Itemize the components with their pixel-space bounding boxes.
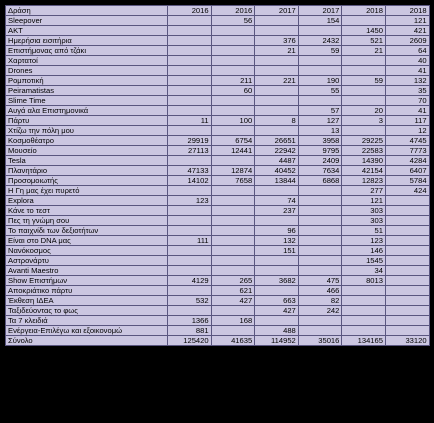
value-cell: 29919 (168, 136, 212, 146)
row-label-cell: Κοσμοθέατρο (6, 136, 168, 146)
value-cell: 60 (211, 86, 255, 96)
value-cell: 8 (255, 116, 299, 126)
value-cell (211, 326, 255, 336)
row-label-cell: Προσομοιωτής (6, 176, 168, 186)
value-cell: 40 (385, 56, 429, 66)
value-cell: 132 (255, 236, 299, 246)
value-cell: 42154 (342, 166, 386, 176)
value-cell: 424 (385, 186, 429, 196)
table-row (6, 106, 430, 116)
table-row (6, 266, 430, 276)
value-cell (385, 226, 429, 236)
value-cell (385, 196, 429, 206)
value-cell: 277 (342, 186, 386, 196)
value-cell (168, 216, 212, 226)
table-row (6, 286, 430, 296)
value-cell: 532 (168, 296, 212, 306)
value-cell (211, 36, 255, 46)
table-row (6, 226, 430, 236)
value-cell: 123 (168, 196, 212, 206)
row-label-cell: Σύνολο (6, 336, 168, 346)
value-cell (298, 246, 342, 256)
table-row (6, 116, 430, 126)
header-row (6, 6, 430, 16)
value-cell: 151 (255, 246, 299, 256)
table-row (6, 26, 430, 36)
table-row (6, 166, 430, 176)
value-cell (342, 56, 386, 66)
value-cell: 40452 (255, 166, 299, 176)
value-cell (255, 256, 299, 266)
row-label-cell: Έκθεση ΙΔΕΑ (6, 296, 168, 306)
row-label-cell: AKT (6, 26, 168, 36)
table-row (6, 16, 430, 26)
value-cell (298, 96, 342, 106)
row-label-cell: Πάρτυ (6, 116, 168, 126)
table-row (6, 86, 430, 96)
value-cell (211, 226, 255, 236)
value-cell (342, 316, 386, 326)
value-cell (342, 86, 386, 96)
table-row (6, 256, 430, 266)
value-cell (298, 56, 342, 66)
value-cell: 237 (255, 206, 299, 216)
value-cell: 47133 (168, 166, 212, 176)
value-cell: 4129 (168, 276, 212, 286)
value-cell (298, 266, 342, 276)
value-cell (385, 246, 429, 256)
value-cell (385, 316, 429, 326)
table-row (6, 296, 430, 306)
value-cell: 146 (342, 246, 386, 256)
table-row (6, 246, 430, 256)
table-row (6, 316, 430, 326)
value-cell (298, 26, 342, 36)
value-cell (342, 326, 386, 336)
data-table-container (5, 5, 429, 417)
table-row (6, 176, 430, 186)
row-label-cell: Πλανητάριο (6, 166, 168, 176)
value-cell (211, 266, 255, 276)
value-cell: 12 (385, 126, 429, 136)
value-cell: 376 (255, 36, 299, 46)
value-cell: 127 (298, 116, 342, 126)
value-cell: 242 (298, 306, 342, 316)
value-cell (168, 36, 212, 46)
value-cell (298, 206, 342, 216)
value-cell: 466 (298, 286, 342, 296)
value-cell (168, 266, 212, 276)
row-label-cell: Ενέργεια-Επιλέγω και εξοικονομώ (6, 326, 168, 336)
value-cell: 51 (342, 226, 386, 236)
value-cell: 4745 (385, 136, 429, 146)
value-cell: 4487 (255, 156, 299, 166)
value-cell (211, 186, 255, 196)
row-label-cell: Είναι στο DNA μας (6, 236, 168, 246)
value-cell: 64 (385, 46, 429, 56)
value-cell: 663 (255, 296, 299, 306)
value-cell (342, 296, 386, 306)
value-cell (168, 186, 212, 196)
value-cell: 6754 (211, 136, 255, 146)
value-cell (168, 106, 212, 116)
value-cell (385, 296, 429, 306)
table-row (6, 156, 430, 166)
table-row (6, 146, 430, 156)
value-cell (255, 266, 299, 276)
table-row (6, 206, 430, 216)
value-cell (168, 66, 212, 76)
row-label-cell: Χτίζω την πόλη μου (6, 126, 168, 136)
row-label-cell: Explora (6, 196, 168, 206)
value-cell (385, 236, 429, 246)
value-cell: 3958 (298, 136, 342, 146)
value-cell: 41635 (211, 336, 255, 346)
row-label-cell: Τα 7 κλειδιά (6, 316, 168, 326)
value-cell (385, 276, 429, 286)
value-cell: 3682 (255, 276, 299, 286)
value-cell: 125420 (168, 336, 212, 346)
value-cell: 12441 (211, 146, 255, 156)
value-cell (255, 26, 299, 36)
value-cell (255, 186, 299, 196)
value-cell (255, 66, 299, 76)
value-cell: 5784 (385, 176, 429, 186)
value-cell (211, 46, 255, 56)
table-row (6, 236, 430, 246)
value-cell (211, 56, 255, 66)
value-cell (168, 86, 212, 96)
value-cell: 7658 (211, 176, 255, 186)
value-cell (168, 156, 212, 166)
row-label-cell: Αστρονάρτυ (6, 256, 168, 266)
table-row (6, 306, 430, 316)
value-cell: 1450 (342, 26, 386, 36)
table-row (6, 36, 430, 46)
value-cell: 20 (342, 106, 386, 116)
value-cell (298, 236, 342, 246)
value-cell: 21 (342, 46, 386, 56)
value-cell: 132 (385, 76, 429, 86)
value-cell: 59 (342, 76, 386, 86)
value-cell: 521 (342, 36, 386, 46)
value-cell: 123 (342, 236, 386, 246)
value-cell: 35016 (298, 336, 342, 346)
value-cell (211, 156, 255, 166)
value-cell (168, 16, 212, 26)
value-cell (211, 96, 255, 106)
value-cell (298, 66, 342, 76)
row-label-cell: Η Γη μας έχει πυρετό (6, 186, 168, 196)
value-cell (211, 306, 255, 316)
row-label-cell: Ταξιδεύοντας το φως (6, 306, 168, 316)
value-cell: 190 (298, 76, 342, 86)
row-label-cell: Show Επιστήμων (6, 276, 168, 286)
value-cell: 421 (385, 26, 429, 36)
value-cell: 82 (298, 296, 342, 306)
value-cell (168, 286, 212, 296)
value-cell: 168 (211, 316, 255, 326)
value-cell (255, 86, 299, 96)
value-cell (255, 56, 299, 66)
header-cell: 2018 (385, 6, 429, 16)
value-cell (255, 316, 299, 326)
value-cell (255, 216, 299, 226)
row-label-cell: Μουσείο (6, 146, 168, 156)
row-label-cell: Sleepover (6, 16, 168, 26)
value-cell: 2409 (298, 156, 342, 166)
value-cell: 4284 (385, 156, 429, 166)
header-cell: Δράση (6, 6, 168, 16)
value-cell (168, 26, 212, 36)
value-cell (298, 216, 342, 226)
value-cell (211, 216, 255, 226)
table-row (6, 126, 430, 136)
value-cell: 134165 (342, 336, 386, 346)
value-cell (255, 286, 299, 296)
value-cell: 27113 (168, 146, 212, 156)
value-cell (211, 106, 255, 116)
value-cell (211, 246, 255, 256)
value-cell: 22583 (342, 146, 386, 156)
table-row (6, 76, 430, 86)
value-cell (168, 256, 212, 266)
table-row (6, 56, 430, 66)
value-cell: 881 (168, 326, 212, 336)
row-label-cell: Νανόκοσμος (6, 246, 168, 256)
value-cell: 21 (255, 46, 299, 56)
value-cell (211, 196, 255, 206)
header-cell: 2017 (298, 6, 342, 16)
row-label-cell: Ρομποτική (6, 76, 168, 86)
value-cell (385, 266, 429, 276)
header-cell: 2016 (211, 6, 255, 16)
value-cell: 427 (255, 306, 299, 316)
value-cell: 33120 (385, 336, 429, 346)
value-cell (298, 326, 342, 336)
value-cell (385, 216, 429, 226)
value-cell (168, 306, 212, 316)
table-row (6, 66, 430, 76)
value-cell: 7634 (298, 166, 342, 176)
value-cell (255, 106, 299, 116)
value-cell: 29225 (342, 136, 386, 146)
table-row (6, 136, 430, 146)
data-table (5, 5, 430, 346)
row-label-cell: Το παιχνίδι των δεξιοτήτων (6, 226, 168, 236)
value-cell: 7773 (385, 146, 429, 156)
value-cell (385, 206, 429, 216)
value-cell: 11 (168, 116, 212, 126)
value-cell: 41 (385, 66, 429, 76)
value-cell (168, 96, 212, 106)
value-cell (255, 16, 299, 26)
table-row (6, 96, 430, 106)
value-cell (385, 256, 429, 266)
value-cell: 303 (342, 216, 386, 226)
value-cell: 8013 (342, 276, 386, 286)
value-cell (168, 226, 212, 236)
value-cell (255, 96, 299, 106)
value-cell (168, 56, 212, 66)
value-cell: 221 (255, 76, 299, 86)
value-cell (385, 326, 429, 336)
value-cell (211, 236, 255, 246)
value-cell: 56 (211, 16, 255, 26)
table-row (6, 276, 430, 286)
row-label-cell: Πες τη γνώμη σου (6, 216, 168, 226)
value-cell: 2609 (385, 36, 429, 46)
value-cell: 6407 (385, 166, 429, 176)
value-cell: 3 (342, 116, 386, 126)
value-cell (211, 126, 255, 136)
row-label-cell: Tesla (6, 156, 168, 166)
value-cell: 303 (342, 206, 386, 216)
value-cell: 117 (385, 116, 429, 126)
value-cell: 55 (298, 86, 342, 96)
row-label-cell: Χαρτατοί (6, 56, 168, 66)
row-label-cell: Avanti Maestro (6, 266, 168, 276)
value-cell: 265 (211, 276, 255, 286)
value-cell: 111 (168, 236, 212, 246)
value-cell (168, 126, 212, 136)
row-label-cell: Peiramatistas (6, 86, 168, 96)
value-cell (168, 206, 212, 216)
value-cell (342, 306, 386, 316)
value-cell: 41 (385, 106, 429, 116)
header-cell: 2018 (342, 6, 386, 16)
value-cell (342, 286, 386, 296)
value-cell: 488 (255, 326, 299, 336)
value-cell: 154 (298, 16, 342, 26)
value-cell: 9795 (298, 146, 342, 156)
value-cell (385, 286, 429, 296)
value-cell (211, 66, 255, 76)
value-cell (211, 26, 255, 36)
value-cell: 621 (211, 286, 255, 296)
value-cell: 22942 (255, 146, 299, 156)
table-row (6, 46, 430, 56)
table-row (6, 216, 430, 226)
value-cell (342, 16, 386, 26)
value-cell (168, 76, 212, 86)
value-cell (342, 126, 386, 136)
value-cell: 6868 (298, 176, 342, 186)
value-cell: 475 (298, 276, 342, 286)
value-cell: 59 (298, 46, 342, 56)
value-cell: 12823 (342, 176, 386, 186)
value-cell: 114952 (255, 336, 299, 346)
value-cell: 2432 (298, 36, 342, 46)
value-cell: 13 (298, 126, 342, 136)
table-row (6, 336, 430, 346)
value-cell (168, 46, 212, 56)
table-row (6, 196, 430, 206)
value-cell: 121 (342, 196, 386, 206)
value-cell: 14390 (342, 156, 386, 166)
value-cell: 34 (342, 266, 386, 276)
value-cell (255, 126, 299, 136)
value-cell (168, 246, 212, 256)
row-label-cell: Αυγά αλα Επιστημονικά (6, 106, 168, 116)
value-cell: 211 (211, 76, 255, 86)
row-label-cell: Drones (6, 66, 168, 76)
row-label-cell: Επιστήμονας από τζάκι (6, 46, 168, 56)
value-cell (298, 196, 342, 206)
value-cell (298, 186, 342, 196)
value-cell: 70 (385, 96, 429, 106)
value-cell: 427 (211, 296, 255, 306)
value-cell (211, 206, 255, 216)
header-cell: 2017 (255, 6, 299, 16)
value-cell: 14102 (168, 176, 212, 186)
table-row (6, 186, 430, 196)
value-cell: 1545 (342, 256, 386, 266)
value-cell: 100 (211, 116, 255, 126)
value-cell (298, 316, 342, 326)
value-cell (298, 226, 342, 236)
value-cell (298, 256, 342, 266)
value-cell: 13844 (255, 176, 299, 186)
value-cell (342, 66, 386, 76)
value-cell: 12874 (211, 166, 255, 176)
value-cell (211, 256, 255, 266)
value-cell (385, 306, 429, 316)
value-cell: 57 (298, 106, 342, 116)
header-cell: 2016 (168, 6, 212, 16)
value-cell: 35 (385, 86, 429, 96)
value-cell: 96 (255, 226, 299, 236)
value-cell: 1366 (168, 316, 212, 326)
value-cell: 74 (255, 196, 299, 206)
value-cell (342, 96, 386, 106)
value-cell: 121 (385, 16, 429, 26)
row-label-cell: Ημερήσια εισιτήρια (6, 36, 168, 46)
row-label-cell: Αποκριάτικο πάρτυ (6, 286, 168, 296)
row-label-cell: Κάνε το τεστ (6, 206, 168, 216)
table-row (6, 326, 430, 336)
value-cell: 26651 (255, 136, 299, 146)
row-label-cell: Slime Time (6, 96, 168, 106)
